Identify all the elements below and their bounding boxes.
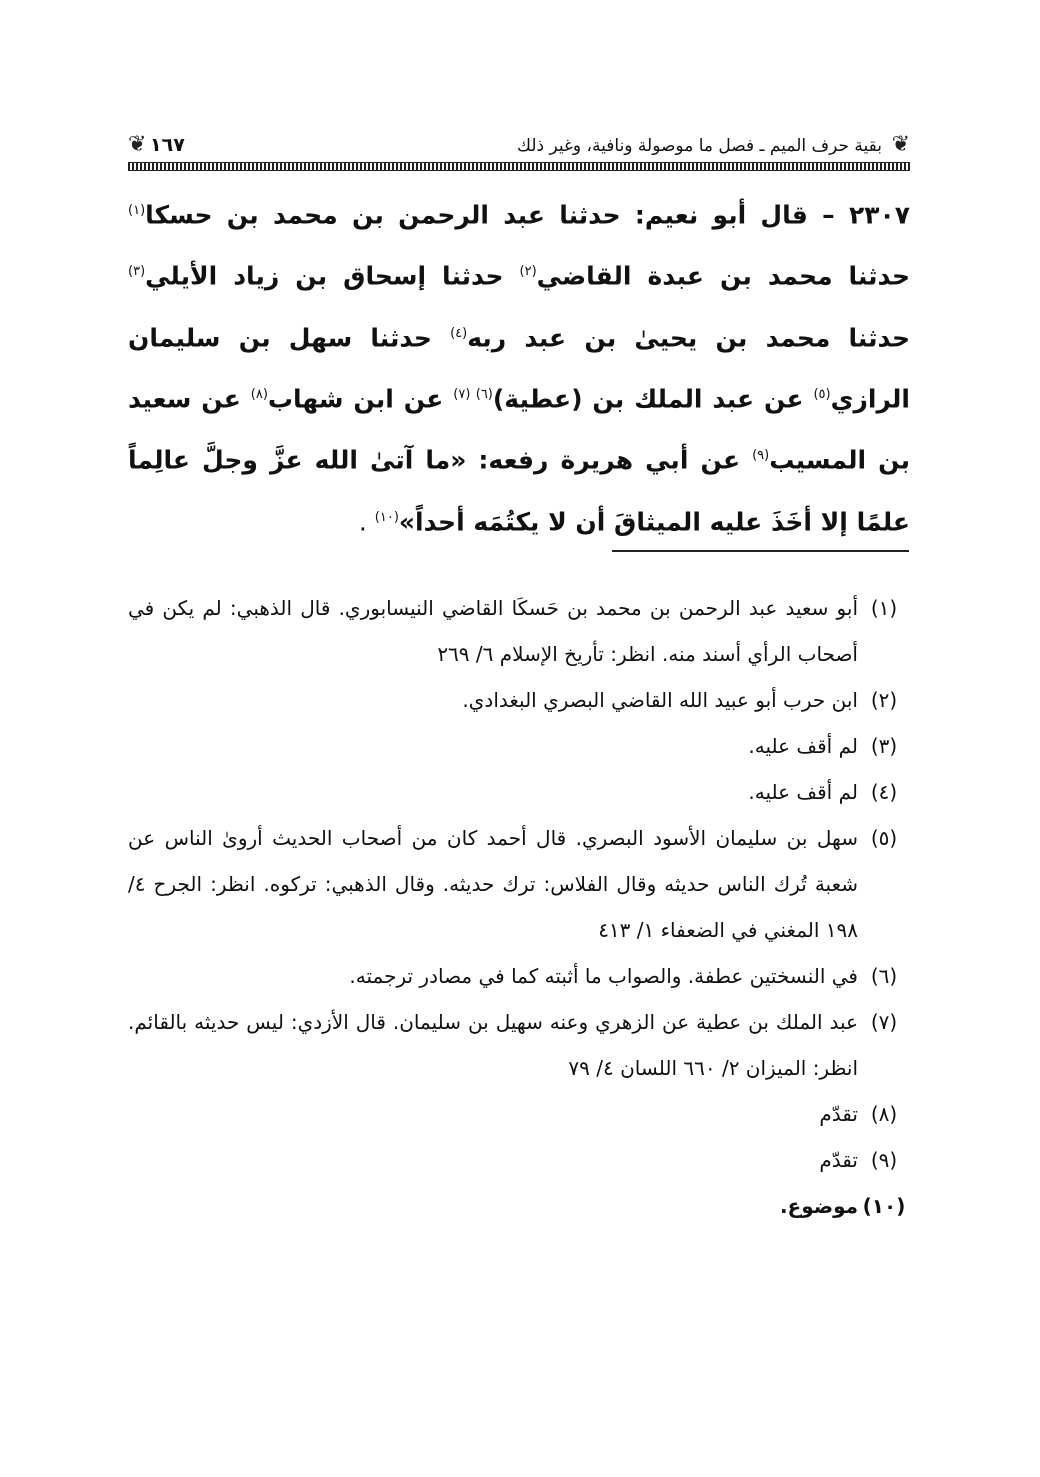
- footnote-number: (٦): [870, 964, 898, 988]
- text-segment: حدثنا محمد بن عبدة القاضي: [536, 261, 910, 291]
- footnote-ref: (١٠): [374, 509, 399, 525]
- footnote-ref: (٥): [813, 386, 831, 402]
- footnote-number: (٢): [870, 688, 898, 712]
- running-title: بقية حرف الميم ـ فصل ما موصولة ونافية، وغير ذلك: [517, 136, 882, 156]
- footnotes: [128, 585, 910, 1229]
- footnote: [128, 1137, 910, 1183]
- text-segment: حدثنا محمد بن يحيىٰ بن عبد ربه: [467, 322, 910, 352]
- footnote: [128, 1183, 910, 1229]
- footnote-ref: (٢): [519, 264, 537, 280]
- text-segment: حدثنا إسحاق بن زياد الأيلي: [145, 261, 520, 291]
- footnote-text: لم أقف عليه.: [748, 780, 858, 804]
- header-rule: [128, 162, 910, 171]
- footnote: [128, 723, 910, 769]
- footnote: [128, 677, 910, 723]
- text-segment: عن ابن شهاب: [267, 384, 454, 414]
- footnote-text: تقدّم: [819, 1148, 858, 1172]
- text-segment: عن عبد الملك بن (عطية): [492, 384, 814, 414]
- text-segment: .: [358, 506, 375, 536]
- footnote-ref: (٦) (٧): [453, 386, 493, 402]
- footnote-number: (١): [870, 596, 898, 620]
- ornament-icon: ❦: [128, 132, 147, 157]
- footnote-number: (٩): [870, 1148, 898, 1172]
- text-segment: حدثنا سهل بن سليمان الرازي: [128, 322, 910, 414]
- page-header: [128, 128, 910, 172]
- footnote-number: (٣): [870, 734, 898, 758]
- text-segment: عن سعيد بن المسيب: [128, 384, 910, 475]
- hadith-number: ٢٣٠٧: [848, 200, 910, 230]
- footnote: [128, 769, 910, 815]
- footnote: [128, 1091, 910, 1137]
- footnote-text: أبو سعيد عبد الرحمن بن محمد بن حَسكَا القاضي النيسابوري. قال الذهبي: لم يكن في أصحاب الرأي أسند منه. انظر: تأريخ الإسلام ٦/ ٢٦٩: [128, 596, 858, 666]
- footnote: [128, 815, 910, 953]
- footnote-text: في النسختين عطفة. والصواب ما أثبته كما في مصادر ترجمته.: [349, 964, 858, 988]
- footnote-number: (٧): [870, 1010, 898, 1034]
- ornament-icon: ❦: [891, 132, 910, 157]
- footnote-text: لم أقف عليه.: [748, 734, 858, 758]
- footnote-text: موضوع.: [779, 1194, 858, 1218]
- footnote: [128, 953, 910, 999]
- page-number: ١٦٧: [150, 134, 185, 156]
- footnote-ref: (٩): [752, 448, 770, 464]
- footnote-separator: [612, 550, 909, 552]
- footnote: [128, 999, 910, 1091]
- text-segment: – قال أبو نعيم: حدثنا عبد الرحمن بن محمد بن حسكا: [145, 200, 849, 230]
- footnote-ref: (٤): [450, 325, 468, 341]
- footnote-number: (٤): [870, 780, 898, 804]
- footnote: [128, 585, 910, 677]
- footnote-text: عبد الملك بن عطية عن الزهري وعنه سهيل بن سليمان. قال الأزدي: ليس حديثه بالقائم. انظر: الميزان ٢/ ٦٦٠ اللسان ٤/ ٧٩: [128, 1010, 858, 1080]
- footnote-number: (١٠): [862, 1194, 906, 1218]
- footnote-ref: (٨): [250, 386, 268, 402]
- hadith-text: [128, 182, 910, 550]
- footnote-ref: (١): [128, 203, 146, 218]
- footnote-ref: (٣): [128, 264, 146, 280]
- footnote-number: (٨): [870, 1102, 898, 1126]
- footnote-text: ابن حرب أبو عبيد الله القاضي البصري البغدادي.: [462, 688, 858, 712]
- footnote-text: سهل بن سليمان الأسود البصري. قال أحمد كان من أصحاب الحديث أروىٰ الناس عن شعبة تُرك الناس حديثه وقال الفلاس: ترك حديثه. وقال الذهبي: تركوه. انظر: الجرح ٤/ ١٩٨ المغني في الضعفاء ١/ ٤١٣: [128, 826, 858, 942]
- footnote-text: تقدّم: [819, 1102, 858, 1126]
- text-segment: عن أبي هريرة رفعه: «ما آتىٰ الله عزَّ وجلَّ عالِماً علمًا إلا أخَذَ عليه الميثاقَ أن لا يكتُمَه أحداً»: [128, 445, 910, 536]
- footnote-number: (٥): [870, 826, 898, 850]
